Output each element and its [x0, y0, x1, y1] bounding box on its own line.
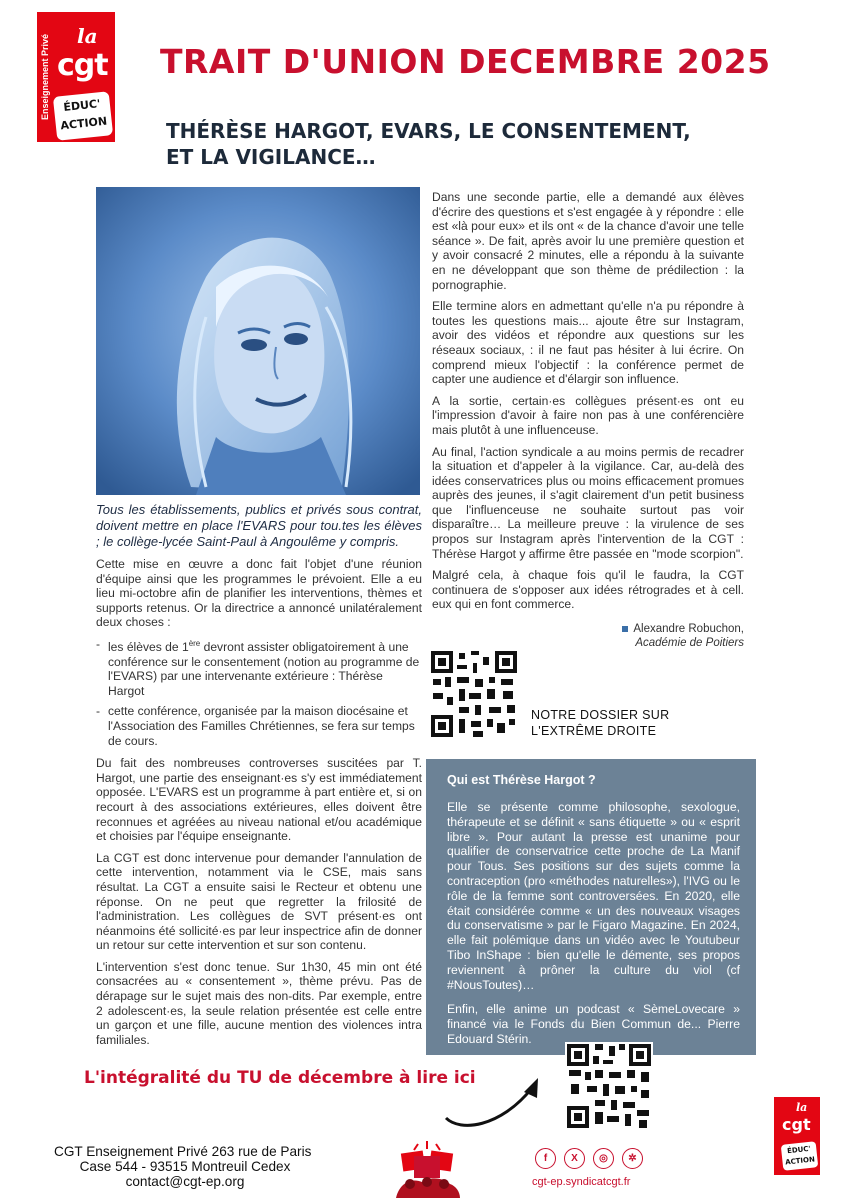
logo-educ-line2: ACTION [784, 1155, 816, 1167]
portrait-illustration [96, 187, 420, 495]
cgt-educaction-logo-small [774, 1097, 820, 1175]
article-right-column [432, 190, 744, 650]
x-twitter-icon[interactable]: X [564, 1148, 585, 1169]
article-paragraph: Malgré cela, à chaque fois qu'il le faudra, la CGT continuera de s'opposer aux idées rétrogrades et à cell. eux qui en font commerce. [432, 568, 744, 612]
article-left-column [96, 502, 422, 1054]
dossier-label[interactable] [531, 707, 669, 739]
page-title: TRAIT D'UNION DECEMBRE 2025 [160, 42, 771, 81]
info-box-therese-hargot [426, 759, 756, 1055]
info-box-paragraph: Enfin, elle anime un podcast « SèmeLovecare » financé via le Fonds du Bien Commun de... Pierre Edouard Stérin. [447, 1002, 740, 1046]
article-paragraph: La CGT est donc intervenue pour demander l'annulation de cette intervention, notamment via le CSE, mais sans résultat. La CGT a ensuite saisi le Recteur et obtenu une réponse. On ne peut que regretter la frilosité de l'administration. Les collègues de SVT présent·es ont néanmoins été sollicité·es par leur inspectrice afin de donner un retour sur cette intervention et sur son contenu. [96, 850, 422, 953]
address-line1: CGT Enseignement Privé 263 rue de Paris [54, 1144, 312, 1159]
info-box-title: Qui est Thérèse Hargot ? [447, 773, 596, 787]
full-tu-qr-code[interactable] [565, 1042, 653, 1130]
read-full-tu-link[interactable]: L'intégralité du TU de décembre à lire ici [84, 1068, 476, 1088]
logo-educ-line1: ÉDUC' [786, 1144, 812, 1156]
article-paragraph: Cette mise en œuvre a donc fait l'objet d'une réunion d'équipe ainsi que les programmes le prévoient. Elle a eu lieu mi-octobre afin de planifier les interventions, thèmes et supports retenus. Or la directrice a annoncé unilatéralement deux choses : [96, 557, 422, 630]
logo-la-text: la [77, 24, 98, 48]
facebook-icon[interactable]: f [535, 1148, 556, 1169]
bullet-text-start: les élèves de 1 [108, 640, 189, 654]
article-paragraph: L'intervention s'est donc tenue. Sur 1h30, 45 min ont été consacrées au « consentement », thème prévu. Pas de dérapage sur le sujet mais des non-dits. Par exemple, entre 2 adolescent·es, la seule relation présentée est celle entre un garçon et une fille, aucune mention des violences intra familiales. [96, 959, 422, 1047]
logo-cgt-text: cgt [57, 48, 108, 83]
article-paragraph: Elle termine alors en admettant qu'elle n'a pu répondre à toutes les questions mais... ajoute être sur Instagram, avoir des vidéos et répondre aux questions sur les réseaux sociaux, : il ne faut pas hésiter à lui écrire. On comprend mieux l'objectif : la conférence permet de capter une audience et d'élargir son influence. [432, 299, 744, 387]
contact-email[interactable]: contact@cgt-ep.org [125, 1174, 245, 1189]
logo-educaction-badge [781, 1141, 819, 1171]
logo-educ-line2: ACTION [59, 114, 108, 133]
logo-cgt-text: cgt [782, 1115, 811, 1134]
footer-address [54, 1144, 316, 1189]
logo-educ-line1: ÉDUC' [62, 97, 101, 114]
portrait-drawing [96, 187, 420, 495]
article-paragraph: A la sortie, certain·es collègues présent·es ont eu l'impression d'avoir à faire non pas à une conférencière mais plutôt à une influenceuse. [432, 393, 744, 437]
article-paragraph: Du fait des nombreuses controverses suscitées par T. Hargot, une partie des enseignant·es s'y est immédiatement opposée. L'EVARS est un programme à part entière et, si on recourt à des associations extérieures, elles doivent être reconnues et agréées au niveau national et/ou académique et choisies par l'équipe enseignante. [96, 756, 422, 844]
article-paragraph: Au final, l'action syndicale a au moins permis de recadrer la situation et d'appeler à la vigilance. Car, au-delà des idées conservatrices plus ou moins efficacement promues auprès des jeunes, il s'agit clairement d'un petit business que l'influenceuse ne souhaite surtout pas voir disparaître… La meilleure preuve : la virulence de ses propos sur Instagram après l'intervention de la CGT : Thérèse Hargot y affirme être passée en "mode scorpion". [432, 444, 744, 561]
instagram-icon[interactable]: ◎ [593, 1148, 614, 1169]
dossier-line2: L'EXTRÊME DROITE [531, 724, 657, 738]
signature-marker-icon [622, 626, 628, 632]
article-bullet [96, 637, 422, 698]
article-bullet: - cette conférence, organisée par la maison diocésaine et l'Association des Familles Chrétiennes, se fera sur temps de cours. [96, 704, 422, 748]
article-paragraph: Dans une seconde partie, elle a demandé aux élèves d'écrire des questions et s'est engagée à y répondre : elle est «là pour eux» et ils ont « de la chance d'avoir une telle séance ». De fait, après avoir lu une première question et y avoir consacré 2 minutes, elle a répondu à la suivante en ne développant que son thème de prédilection : la pornographie. [432, 190, 744, 292]
logo-la-text: la [796, 1101, 808, 1114]
curved-arrow-icon [440, 1070, 550, 1130]
article-bullet-list [96, 637, 422, 748]
dossier-line1: NOTRE DOSSIER SUR [531, 708, 670, 722]
website-link[interactable]: cgt-ep.syndicatcgt.fr [532, 1176, 631, 1188]
logo-educaction-badge [53, 91, 113, 141]
article-title-line1: THÉRÈSE HARGOT, EVARS, LE CONSENTEMENT, [166, 119, 691, 143]
article-title-line2: ET LA VIGILANCE… [166, 145, 376, 169]
author-academy: Académie de Poitiers [635, 637, 744, 650]
article-intro: Tous les établissements, publics et privés sous contrat, doivent mettre en place l'EVARS pour tou.tes les élèves ; le collège-lycée Saint-Paul à Angoulême y compris. [96, 502, 422, 549]
article-title [166, 118, 726, 170]
bullet-superscript: ère [188, 638, 201, 648]
logo-side-text: Enseignement Privé [40, 33, 50, 121]
address-line2: Case 544 - 93515 Montreuil Cedex [79, 1159, 291, 1174]
article-signature [432, 622, 744, 650]
author-name: Alexandre Robuchon, [633, 623, 744, 636]
bluesky-icon[interactable]: ✲ [622, 1148, 643, 1169]
info-box-paragraph: Elle se présente comme philosophe, sexologue, thérapeute et se définit « sans étiquette » ou « esprit libre ». Pour autant la presse est unanime pour qualifier de conservatrice cette proche de La Manif pour Tous. Ses positions sur des sujets comme la contraception (pro «méthodes naturelles»), l'IVG ou le rôle de la femme sont controversées. En 2020, elle était considérée comme « un des nouveaux visages du conservatisme » par le Figaro Magazine. En 2024, elle fait polémique dans un vidéo avec le Youtubeur Tibo InShape : bien qu'elle le démente, ses propos reviennent à prôner la culture du viol (cf #NousToutes)… [447, 800, 740, 992]
social-links [535, 1148, 643, 1169]
dossier-qr-code[interactable] [429, 649, 519, 739]
cgt-educaction-logo [37, 12, 115, 142]
protest-illustration-icon [392, 1138, 462, 1198]
bullet-text-end: devront assister obligatoirement à une conférence sur le consentement (notion au programme de l'EVARS) par une intervenante extérieure : Thérèse Hargot [108, 640, 420, 698]
